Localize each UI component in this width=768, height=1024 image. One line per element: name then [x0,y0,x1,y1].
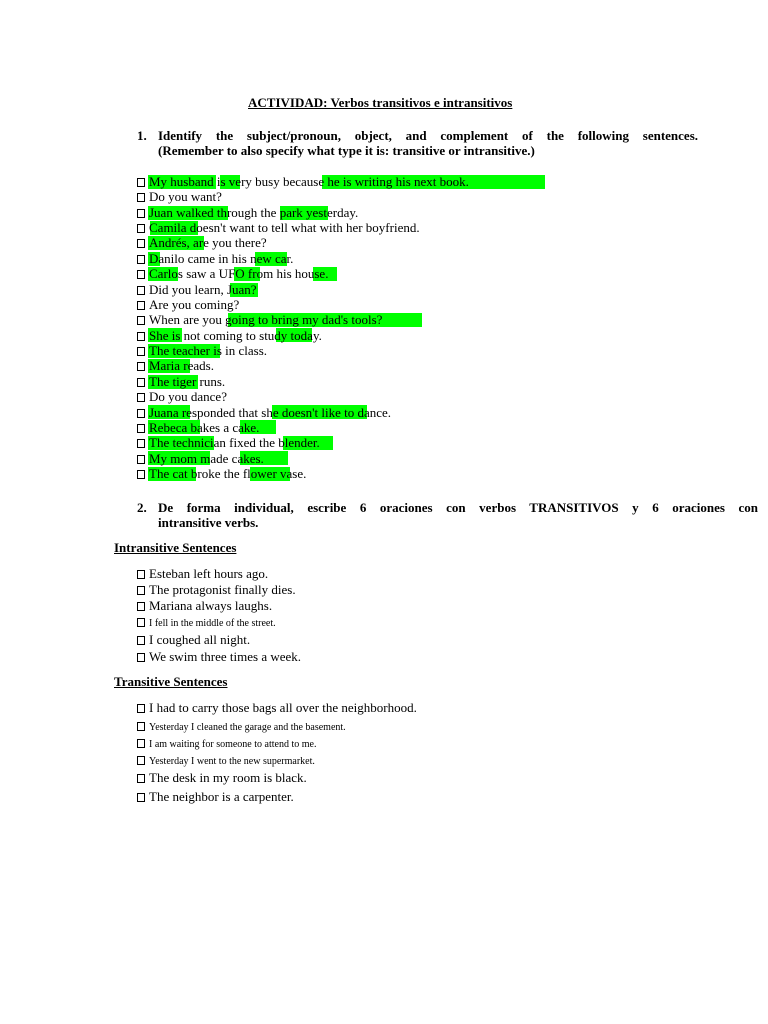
question-1-number: 1. [137,128,147,143]
checkbox-icon [137,722,145,731]
checkbox-icon [137,618,145,627]
question-2-line2: intransitive verbs. [158,515,259,530]
checkbox-icon [137,636,145,645]
list-item: Do you want? [137,189,222,204]
list-item: Yesterday I cleaned the garage and the basement. [137,720,346,735]
list-item: My husband is very busy because he is writing his next book. [137,174,469,189]
question-2-number: 2. [137,500,147,515]
document-title: ACTIVIDAD: Verbos transitivos e intransitivos [248,95,513,110]
list-item: The protagonist finally dies. [137,582,296,597]
checkbox-icon [137,316,145,325]
list-item: Danilo came in his new car. [137,251,293,266]
list-item: My mom made cakes. [137,451,264,466]
checkbox-icon [137,653,145,662]
checkbox-icon [137,704,145,713]
question-1-line1: Identify the subject/pronoun, object, and complement of the following sentences. [158,128,698,143]
checkbox-icon [137,739,145,748]
list-item: Esteban left hours ago. [137,566,268,581]
checkbox-icon [137,301,145,310]
list-item: Yesterday I went to the new supermarket. [137,754,315,769]
list-item: Do you dance? [137,389,227,404]
checkbox-icon [137,193,145,202]
checkbox-icon [137,239,145,248]
list-item: Camila doesn't want to tell what with her boyfriend. [137,220,420,235]
checkbox-icon [137,347,145,356]
list-item: She is not coming to study today. [137,328,322,343]
list-item: The tiger runs. [137,374,225,389]
checkbox-icon [137,439,145,448]
list-item: Rebeca bakes a cake. [137,420,259,435]
checkbox-icon [137,178,145,187]
list-item: The technician fixed the blender. [137,435,320,450]
checkbox-icon [137,756,145,765]
checkbox-icon [137,286,145,295]
list-item: The neighbor is a carpenter. [137,789,294,804]
checkbox-icon [137,332,145,341]
list-item: I am waiting for someone to attend to me. [137,737,316,752]
list-item: Juana responded that she doesn't like to dance. [137,405,391,420]
list-item: Juan walked through the park yesterday. [137,205,358,220]
list-item: I fell in the middle of the street. [137,616,276,631]
list-item: I coughed all night. [137,632,250,647]
checkbox-icon [137,424,145,433]
list-item: Maria reads. [137,358,214,373]
checkbox-icon [137,455,145,464]
list-item: The teacher is in class. [137,343,267,358]
list-item: Are you coming? [137,297,239,312]
list-item: Mariana always laughs. [137,598,272,613]
checkbox-icon [137,224,145,233]
checkbox-icon [137,393,145,402]
list-item: The desk in my room is black. [137,770,307,785]
list-item: The cat broke the flower vase. [137,466,306,481]
question-2-line1: De forma individual, escribe 6 oraciones con verbos TRANSITIVOS y 6 oraciones con [158,500,758,515]
checkbox-icon [137,255,145,264]
list-item: We swim three times a week. [137,649,301,664]
checkbox-icon [137,570,145,579]
list-item: When are you going to bring my dad's tools? [137,312,382,327]
checkbox-icon [137,586,145,595]
checkbox-icon [137,793,145,802]
transitive-heading: Transitive Sentences [114,674,228,689]
checkbox-icon [137,409,145,418]
checkbox-icon [137,209,145,218]
list-item: I had to carry those bags all over the neighborhood. [137,700,417,715]
list-item: Did you learn, Juan? [137,282,257,297]
intransitive-heading: Intransitive Sentences [114,540,237,555]
checkbox-icon [137,602,145,611]
checkbox-icon [137,470,145,479]
list-item: Carlos saw a UFO from his house. [137,266,328,281]
checkbox-icon [137,774,145,783]
list-item: Andrés, are you there? [137,235,267,250]
question-1-line2: (Remember to also specify what type it is: transitive or intransitive.) [158,143,535,158]
checkbox-icon [137,378,145,387]
checkbox-icon [137,362,145,371]
checkbox-icon [137,270,145,279]
